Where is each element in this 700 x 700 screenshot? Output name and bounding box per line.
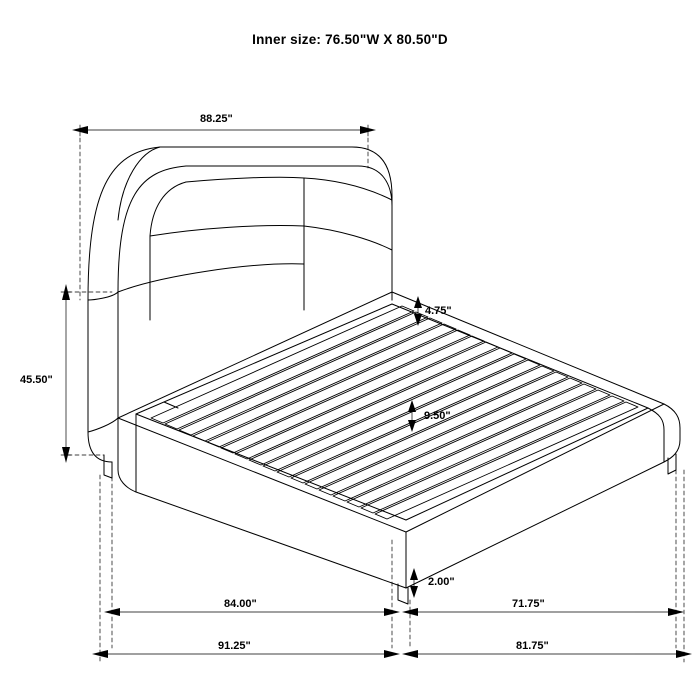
dimension-label-inner-depth-left: 84.00" [224, 598, 257, 610]
dimension-label-overall-depth-left: 91.25" [218, 640, 251, 652]
slat-platform [118, 292, 664, 532]
page-title: Inner size: 76.50"W X 80.50"D [252, 32, 448, 47]
dimension-label-overall-depth-right: 81.75" [516, 640, 549, 652]
dimension-label-rail-height: 9.50" [424, 410, 451, 422]
dimension-label-slat-height: 4.75" [425, 305, 452, 317]
dimension-label-headboard-width: 88.25" [200, 113, 233, 125]
dimension-label-inner-depth-right: 71.75" [512, 598, 545, 610]
dimension-lines [61, 125, 692, 662]
bed-legs [104, 454, 676, 604]
dimension-label-overall-height: 45.50" [20, 374, 53, 386]
dimension-label-leg-height: 2.00" [428, 576, 455, 588]
